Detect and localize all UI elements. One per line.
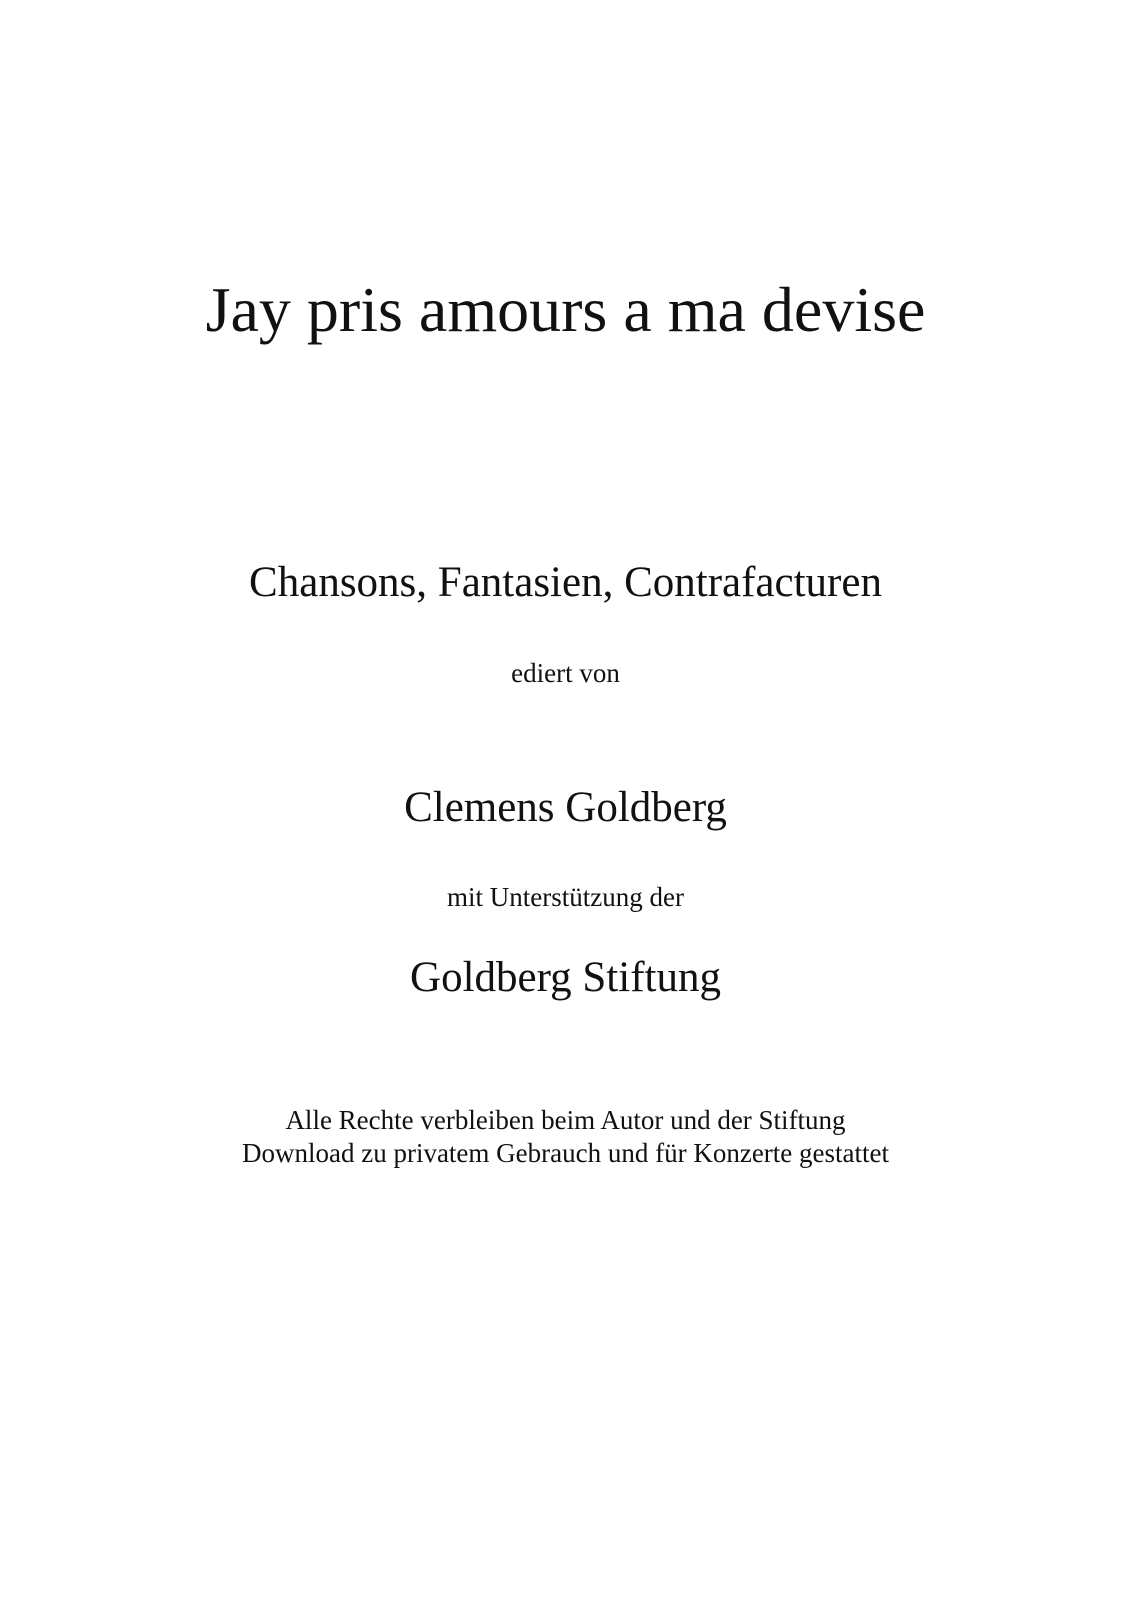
editor-name: Clemens Goldberg	[404, 784, 727, 831]
document-subtitle: Chansons, Fantasien, Contrafacturen	[249, 559, 882, 606]
rights-notice-line-1: Alle Rechte verbleiben beim Autor und der Stiftung	[285, 1105, 846, 1135]
rights-notice-line-2: Download zu privatem Gebrauch und für Konzerte gestattet	[241, 1138, 889, 1168]
document-title: Jay pris amours a ma devise	[205, 274, 926, 345]
support-label: mit Unterstützung der	[447, 882, 684, 912]
edited-by-label: ediert von	[511, 658, 620, 688]
foundation-name: Goldberg Stiftung	[410, 954, 721, 1001]
